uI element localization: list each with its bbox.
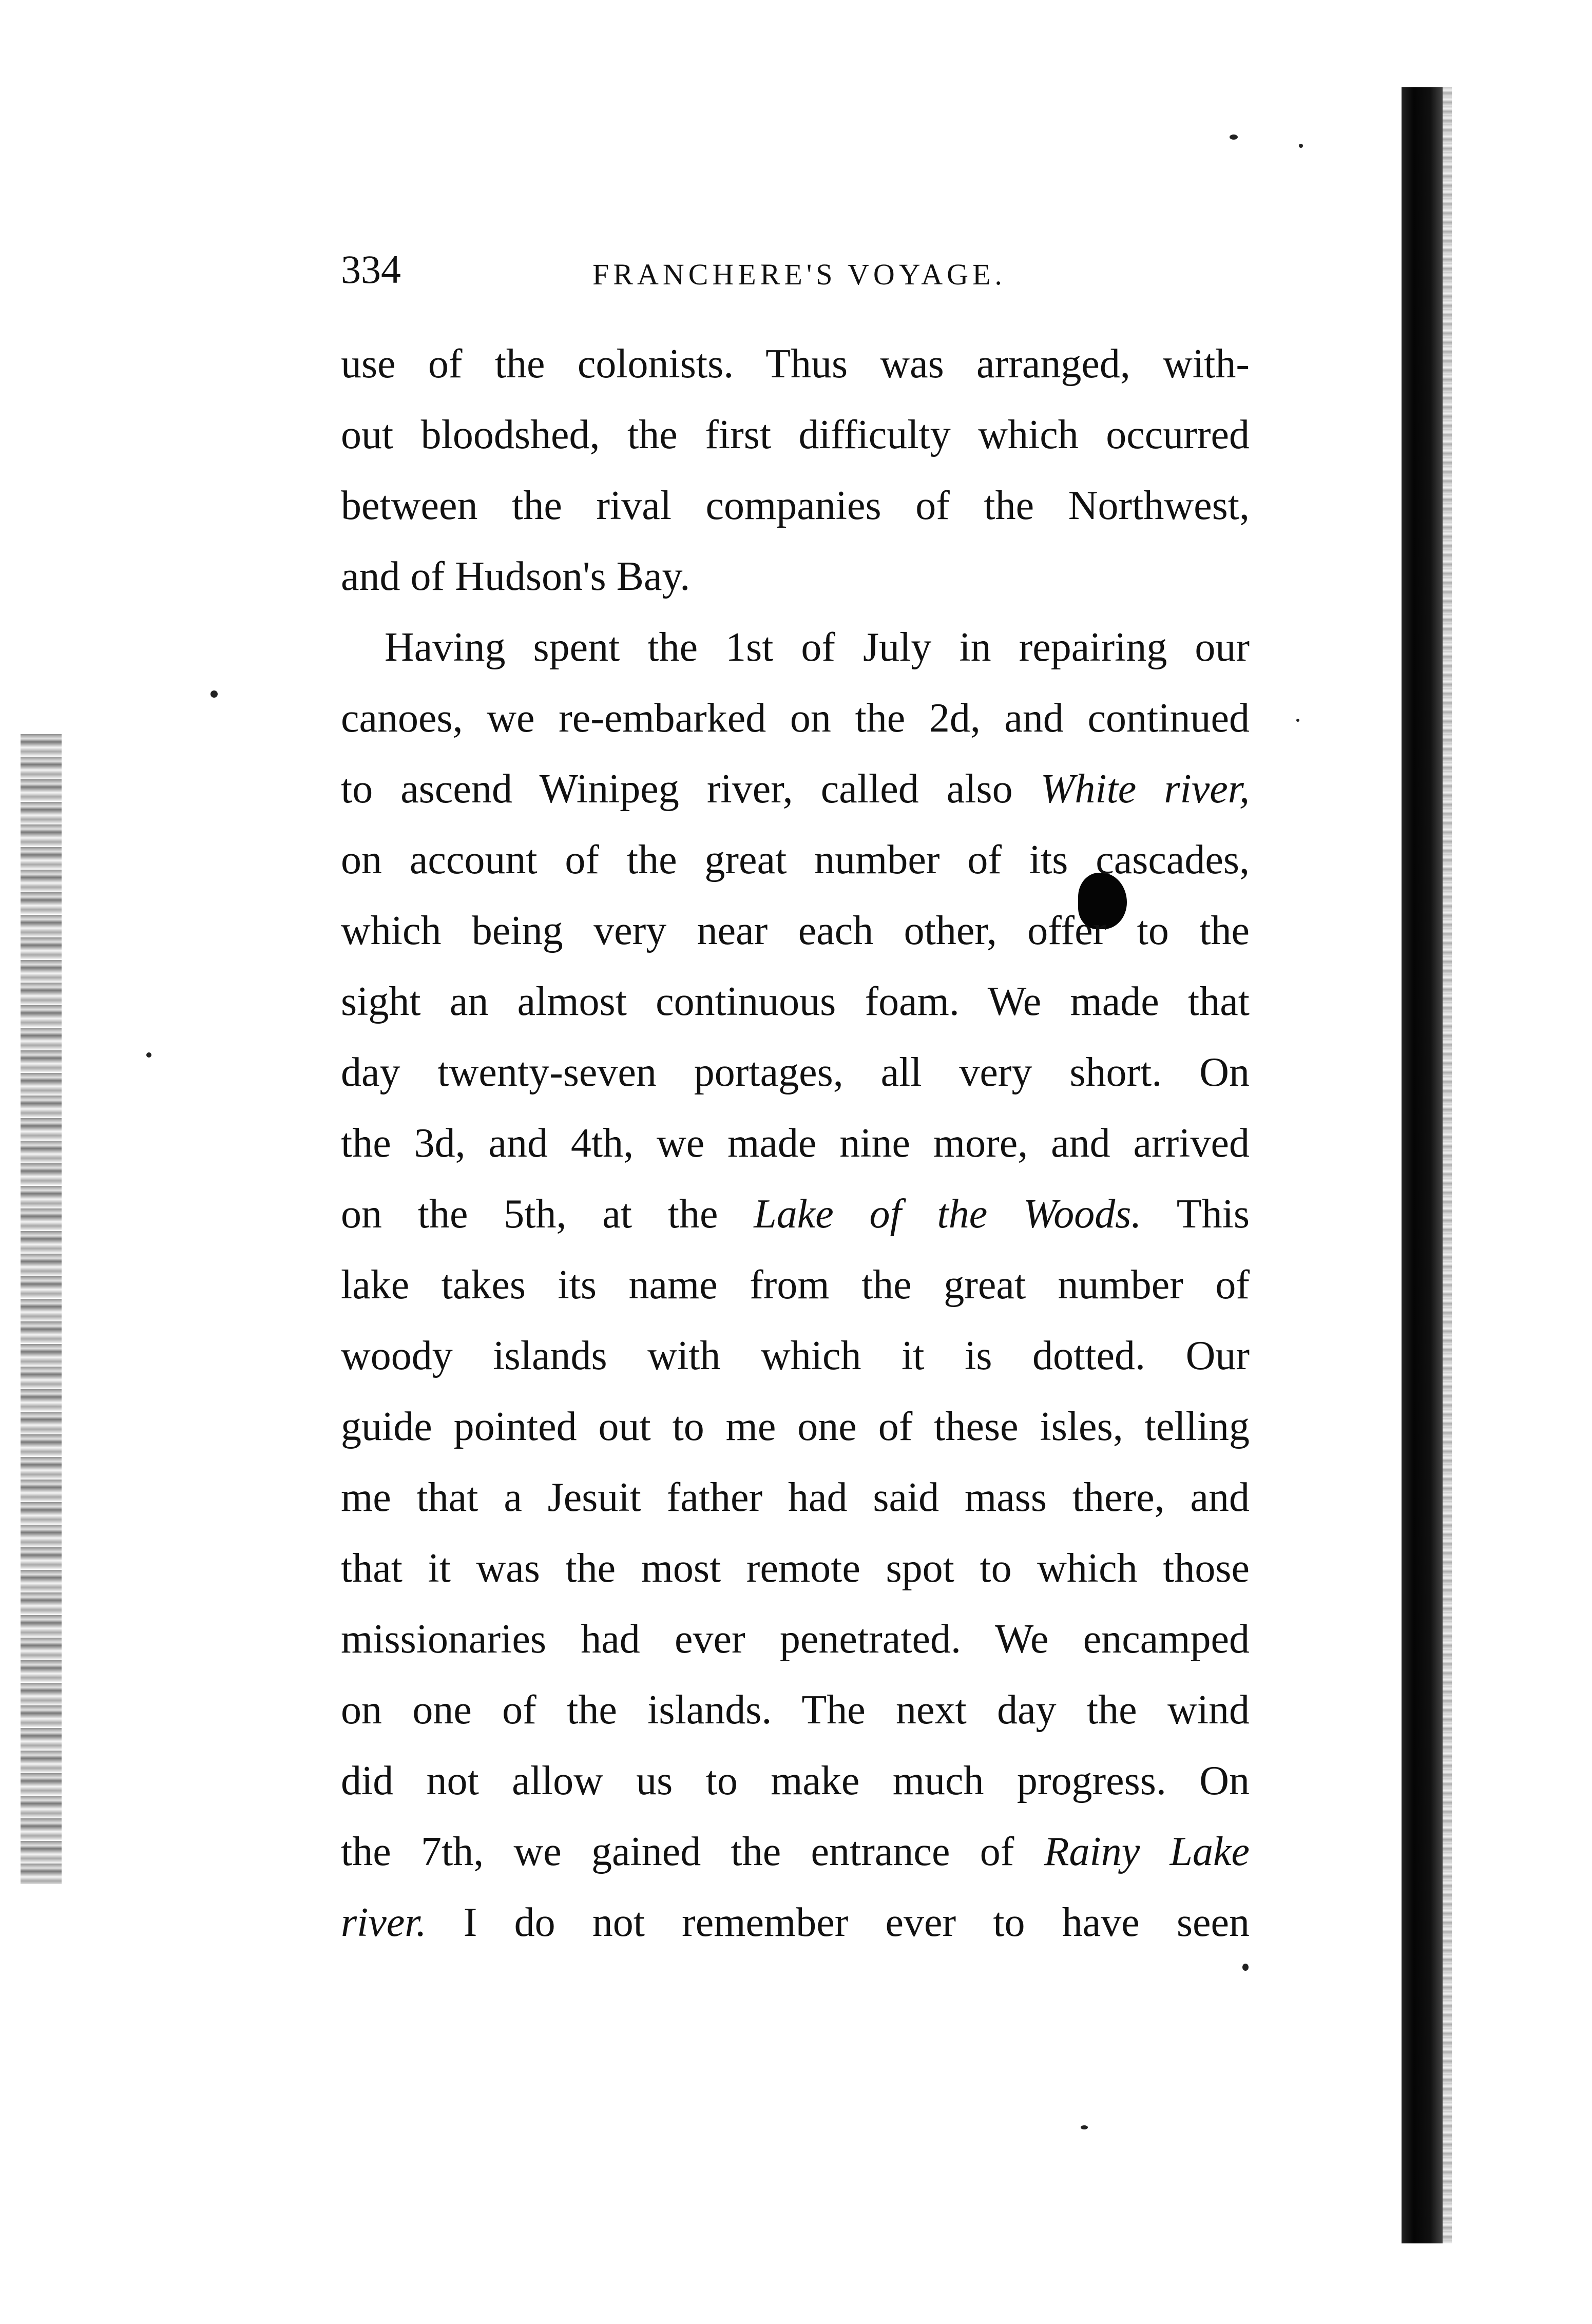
text-line: day twenty-seven portages, all very short. On (341, 1050, 1250, 1095)
text-line: sight an almost continuous foam. We made that (341, 979, 1250, 1024)
scan-speck (1242, 1964, 1249, 1971)
text-line: missionaries had ever penetrated. We encamped (341, 1617, 1250, 1662)
running-head: FRANCHERE'S VOYAGE. (592, 258, 1006, 291)
text-line (341, 1179, 1250, 1250)
scan-binding-shadow (1402, 87, 1443, 2243)
text-line: on one of the islands. The next day the wind (341, 1687, 1250, 1733)
text-line: and of Hudson's Bay. (341, 554, 690, 599)
text-segment: This (1176, 1192, 1250, 1237)
italic-place-name: river. (341, 1900, 427, 1945)
scan-left-edge-noise (21, 734, 62, 1884)
text-line: woody islands with which it is dotted. Our (341, 1333, 1250, 1378)
text-line: use of the colonists. Thus was arranged, with- (341, 341, 1250, 387)
italic-place-name: Rainy Lake (1044, 1829, 1250, 1874)
scan-binding-edge (1443, 87, 1452, 2243)
text-line: that it was the most remote spot to which those (341, 1546, 1250, 1591)
scan-speck (210, 690, 218, 698)
text-line: which being very near each other, offer to the (341, 908, 1250, 953)
text-line: guide pointed out to me one of these isles, telling (341, 1404, 1250, 1449)
text-line: Having spent the 1st of July in repairing our (385, 625, 1250, 670)
text-segment: to ascend Winipeg river, called also (341, 766, 1041, 812)
scan-speck (1081, 2125, 1088, 2129)
scan-speck (1299, 144, 1303, 148)
text-line (341, 1816, 1250, 1887)
text-line: me that a Jesuit father had said mass there, and (341, 1475, 1250, 1520)
scan-speck (1296, 719, 1299, 722)
italic-place-name: White river, (1040, 766, 1250, 812)
text-line: lake takes its name from the great number of (341, 1262, 1250, 1308)
text-segment: I do not remember ever to have seen (463, 1900, 1250, 1945)
italic-place-name: Lake of the Woods. (754, 1192, 1142, 1237)
body-text (341, 329, 1250, 1958)
text-line: the 3d, and 4th, we made nine more, and arrived (341, 1121, 1250, 1166)
text-line: canoes, we re-embarked on the 2d, and continued (341, 696, 1250, 741)
scan-speck (1230, 135, 1238, 140)
text-line: out bloodshed, the first difficulty which occurred (341, 412, 1250, 457)
text-line: did not allow us to make much progress. On (341, 1758, 1250, 1803)
text-line: between the rival companies of the Northwest, (341, 483, 1250, 528)
text-line: on account of the great number of its cascades, (341, 837, 1250, 882)
page-header (341, 244, 1250, 295)
text-line (341, 754, 1250, 824)
text-segment: the 7th, we gained the entrance of (341, 1829, 1044, 1874)
page-number: 334 (341, 247, 401, 292)
text-segment: on the 5th, at the (341, 1192, 754, 1237)
text-line (341, 1887, 1250, 1958)
scan-speck (146, 1052, 151, 1058)
